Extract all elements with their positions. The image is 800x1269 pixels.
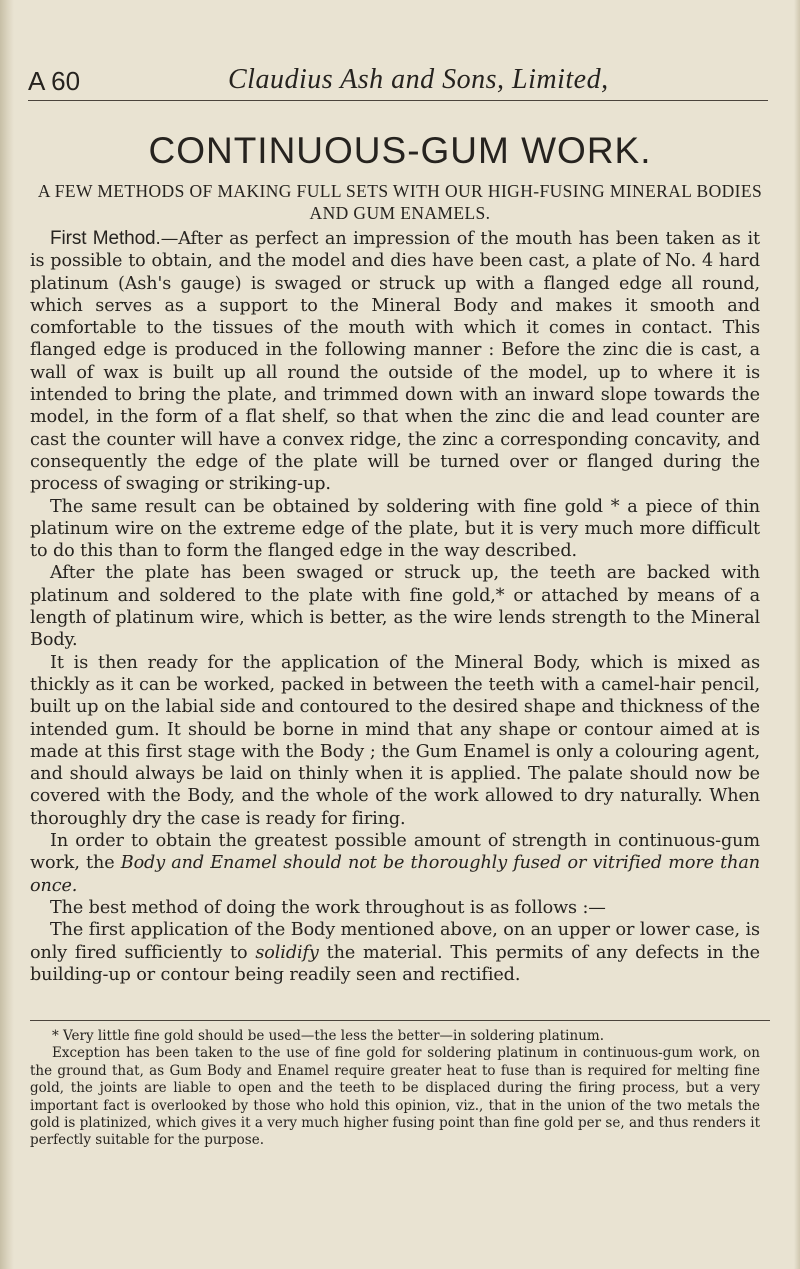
best-method-line: The best method of doing the work throughout is as follows :— — [50, 897, 606, 918]
page-binding-edge — [0, 0, 14, 1269]
first-method-lead: First Method. — [50, 228, 161, 249]
strength-paragraph — [30, 830, 760, 897]
footnote-divider — [30, 1020, 770, 1021]
page-header — [28, 60, 768, 101]
paragraph: It is then ready for the application of the Mineral Body, which is mixed as thickly as it can be worked, packed in between the teeth with a camel-hair pencil, built up on the labial side and contoured to the desired shape and thickness of the intended gum. It should be borne in mind that any shape or contour aimed at is made at this first stage with the Body ; the Gum Enamel is only a colouring agent, and should always be laid on thinly when it is applied. The palate should now be covered with the Body, and the whole of the work allowed to dry naturally. When thoroughly dry the case is ready for firing. — [30, 652, 760, 829]
page-title: CONTINUOUS-GUM WORK. — [148, 130, 652, 171]
footnote: * Very little fine gold should be used—the less the better—in soldering platinum. — [52, 1028, 604, 1044]
first-method-text: —After as perfect an impression of the mouth has been taken as it is possible to obtain, and the model and dies have been cast, a plate of No. 4 hard platinum (Ash's gauge) is swaged or struck up with a flanged edge all round, which serves as a support to the Mineral Body and makes it smooth and comfortable to the tissues of the mouth with which it comes in contact. This flanged edge is produced in the following manner : Before the zinc die is cast, a wall of wax is built up all round the outside of the model, up to where it is intended to bring the plate, and trimmed down with an inward slope towards the model, in the form of a flat shelf, so that when the zinc die and lead counter are cast the counter will have a convex ridge, the zinc a corresponding concavity, and consequently the edge of the plate will be turned over or flanged during the process of swaging or striking-up. — [30, 229, 760, 495]
final-paragraph — [30, 919, 760, 986]
paragraph: The same result can be obtained by soldering with fine gold * a piece of thin platinum wire on the extreme edge of the plate, but it is very much more difficult to do this than to form the flanged edge in the way described. — [30, 496, 760, 562]
strength-text: In order to obtain the greatest possible amount of strength in continuous-gum work, the — [30, 831, 760, 874]
final-before: The first application of the Body mentioned above, on an upper or lower case, is only fired sufficiently to — [30, 920, 760, 963]
strength-emphasis: Body and Enamel should not be thoroughly fused or vitrified more than once. — [30, 853, 760, 896]
page-number: A 60 — [28, 66, 81, 96]
page-subtitle: A FEW METHODS OF MAKING FULL SETS WITH OUR HIGH-FUSING MINERAL BODIES AND GUM ENAMELS. — [37, 181, 763, 223]
final-after: the material. This permits of any defects in the building-up or contour being readily seen and rectified. — [30, 942, 760, 985]
running-head: Claudius Ash and Sons, Limited, — [228, 64, 609, 95]
footnotes — [30, 1028, 760, 1150]
first-method-paragraph — [30, 228, 760, 496]
page-right-edge — [794, 0, 800, 1269]
footnote: Exception has been taken to the use of fine gold for soldering platinum in continuous-gum work, on the ground that, as Gum Body and Enamel require greater heat to fuse than is required for melting fine gold, the joints are liable to open and the teeth to be displaced during the firing process, but a very important fact is overlooked by those who hold this opinion, viz., that in the union of the two metals the gold is platinized, which gives it a very much higher fusing point than fine gold per se, and thus renders it perfectly suitable for the purpose. — [30, 1045, 760, 1149]
final-emphasis: solidify — [255, 942, 319, 963]
body-text — [30, 228, 760, 986]
paragraph: After the plate has been swaged or struck up, the teeth are backed with platinum and soldered to the plate with fine gold,* or attached by means of a length of platinum wire, which is better, as the wire lends strength to the Mineral Body. — [30, 563, 760, 651]
